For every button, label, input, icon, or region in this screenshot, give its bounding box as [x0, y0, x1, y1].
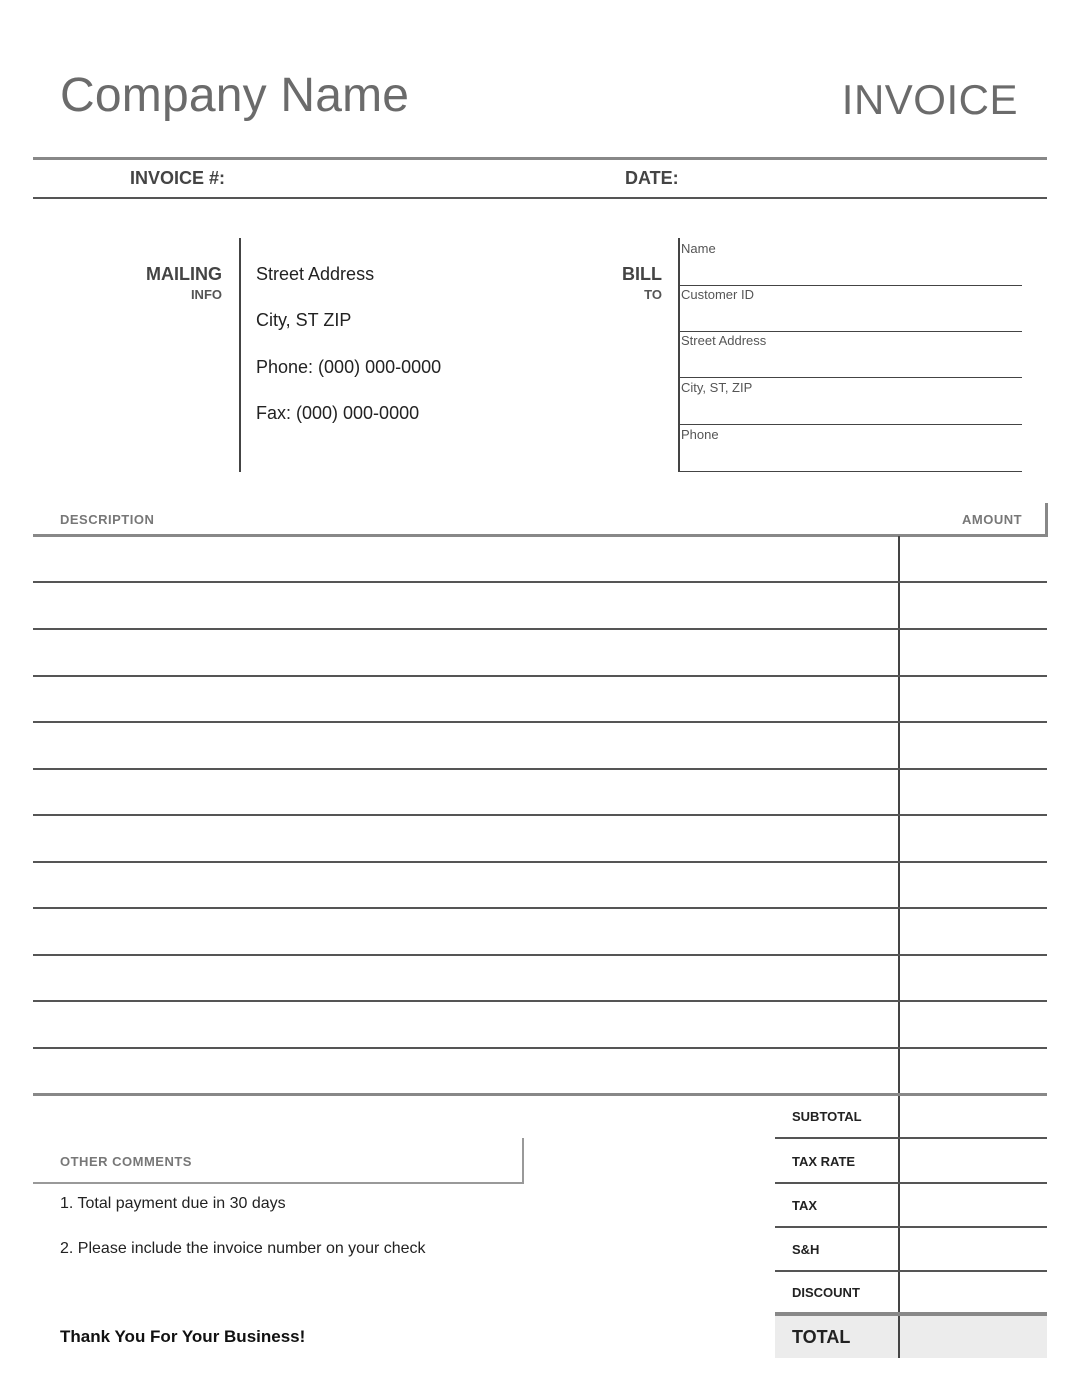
- mailing-divider: [239, 238, 241, 472]
- table-row[interactable]: [33, 1047, 1047, 1049]
- table-row[interactable]: [33, 721, 1047, 723]
- mailing-street: Street Address: [256, 264, 375, 284]
- bill-to-title: BILL: [622, 264, 662, 284]
- bill-to-subtitle: TO: [644, 287, 662, 302]
- tax-label: TAX: [792, 1198, 818, 1213]
- table-row[interactable]: [33, 1000, 1047, 1002]
- total-label: TOTAL: [792, 1327, 851, 1347]
- bill-field-city[interactable]: [680, 378, 1022, 425]
- tax-rate-label: TAX RATE: [792, 1154, 856, 1169]
- subtotal-label: SUBTOTAL: [792, 1109, 862, 1124]
- description-header: DESCRIPTION: [60, 512, 155, 527]
- table-row[interactable]: [33, 628, 1047, 630]
- bill-field-phone-label: Phone: [681, 427, 719, 442]
- invoice-number-label: INVOICE #:: [130, 168, 226, 188]
- bill-field-street[interactable]: [680, 331, 1022, 378]
- comments-header-rule: [33, 1182, 524, 1184]
- comment-line-1: 1. Total payment due in 30 days: [60, 1195, 286, 1212]
- amount-header: AMOUNT: [962, 512, 1023, 527]
- bill-field-name[interactable]: [680, 239, 1022, 286]
- mailing-subtitle: INFO: [190, 287, 222, 302]
- bill-field-city-label: City, ST, ZIP: [681, 380, 753, 395]
- table-row[interactable]: [33, 581, 1047, 583]
- comment-line-2: 2. Please include the invoice number on your check: [60, 1240, 426, 1257]
- date-label: DATE:: [625, 168, 679, 188]
- header-bottom-rule: [33, 197, 1047, 199]
- amount-header-edge: [1045, 503, 1048, 537]
- table-row[interactable]: [33, 675, 1047, 677]
- thank-you-note: Thank You For Your Business!: [60, 1327, 306, 1346]
- bill-field-phone[interactable]: [680, 425, 1022, 472]
- mailing-city: City, ST ZIP: [256, 310, 352, 330]
- table-row[interactable]: [33, 814, 1047, 816]
- document-title: INVOICE: [841, 76, 1018, 123]
- table-row[interactable]: [33, 954, 1047, 956]
- company-name: Company Name: [60, 69, 410, 122]
- bill-field-name-label: Name: [681, 241, 716, 256]
- mailing-fax: Fax: (000) 000-0000: [256, 403, 420, 423]
- mailing-title: MAILING: [146, 264, 222, 284]
- bill-field-street-label: Street Address: [681, 333, 767, 348]
- bill-field-customer-id-label: Customer ID: [681, 287, 754, 302]
- table-row[interactable]: [33, 861, 1047, 863]
- bill-field-customer-id[interactable]: [680, 285, 1022, 332]
- subtotal-field[interactable]: [775, 1137, 1047, 1139]
- table-row[interactable]: [33, 768, 1047, 770]
- tax-field[interactable]: [775, 1226, 1047, 1228]
- shipping-label: S&H: [792, 1242, 820, 1257]
- total-divider: [898, 1316, 900, 1358]
- table-row[interactable]: [33, 907, 1047, 909]
- shipping-field[interactable]: [775, 1270, 1047, 1272]
- comments-title: OTHER COMMENTS: [60, 1154, 192, 1169]
- table-header-rule: [33, 534, 1047, 537]
- discount-label: DISCOUNT: [792, 1285, 860, 1300]
- mailing-phone: Phone: (000) 000-0000: [256, 357, 442, 377]
- tax-rate-field[interactable]: [775, 1182, 1047, 1184]
- table-bottom-rule: [33, 1093, 1047, 1096]
- amount-column-divider: [898, 536, 900, 1358]
- header-top-rule: [33, 157, 1047, 160]
- comments-header-edge: [522, 1138, 524, 1184]
